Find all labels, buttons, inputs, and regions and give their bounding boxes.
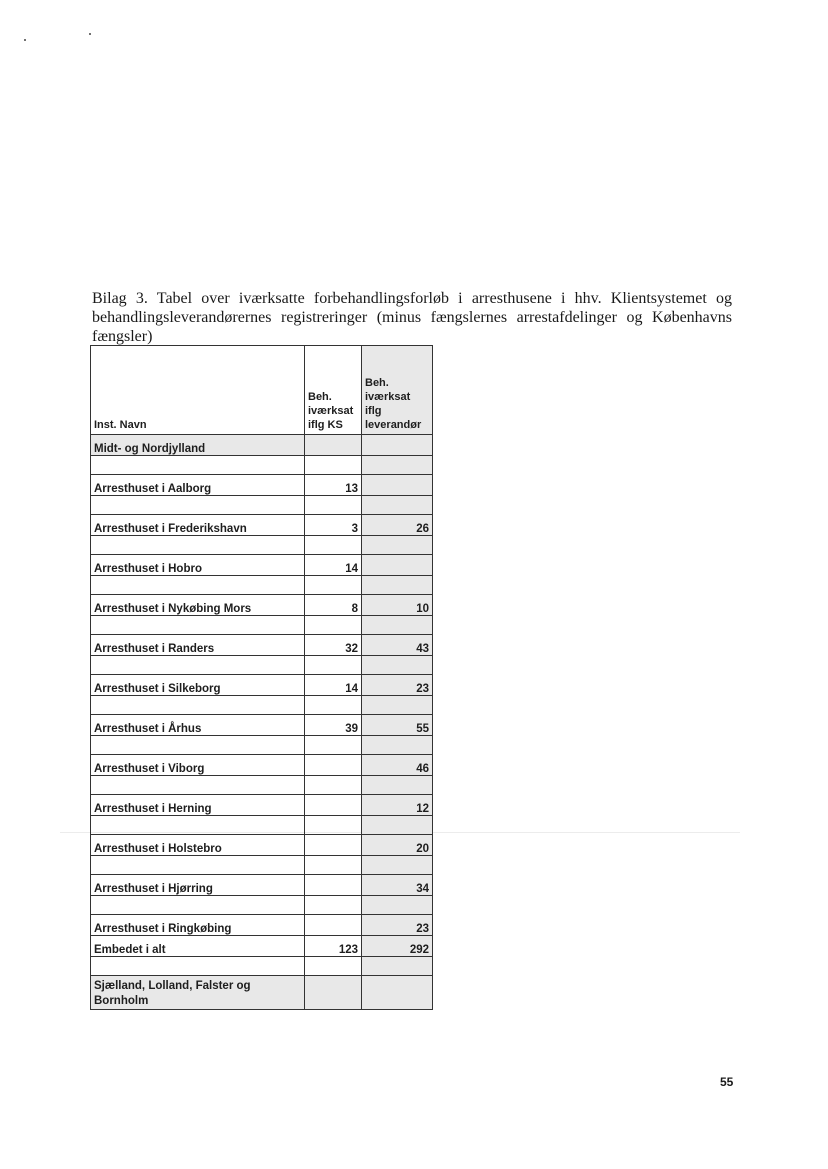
table-row	[91, 715, 433, 736]
value-leverandor	[362, 475, 433, 496]
institution-name: Arresthuset i Holstebro	[91, 835, 305, 856]
spacer-cell	[305, 957, 362, 976]
spacer-cell	[362, 896, 433, 915]
value-ks	[305, 875, 362, 896]
spacer-cell	[305, 616, 362, 635]
spacer-cell	[305, 696, 362, 715]
spacer-cell	[305, 656, 362, 675]
value-leverandor: 20	[362, 835, 433, 856]
spacer-cell	[305, 896, 362, 915]
scan-speck	[89, 33, 91, 35]
spacer-row	[91, 856, 433, 875]
spacer-row	[91, 656, 433, 675]
spacer-cell	[362, 536, 433, 555]
spacer-cell	[91, 856, 305, 875]
spacer-cell	[91, 816, 305, 835]
institution-name: Arresthuset i Silkeborg	[91, 675, 305, 696]
spacer-row	[91, 456, 433, 475]
section-cell	[305, 976, 362, 1010]
spacer-cell	[362, 957, 433, 976]
value-leverandor: 43	[362, 635, 433, 656]
spacer-row	[91, 776, 433, 795]
total-ks: 123	[305, 936, 362, 957]
table-row	[91, 555, 433, 576]
section-row	[91, 435, 433, 456]
page-number: 55	[720, 1075, 734, 1089]
value-leverandor: 23	[362, 675, 433, 696]
value-ks	[305, 835, 362, 856]
table-row	[91, 755, 433, 776]
header-row	[91, 346, 433, 435]
header-ks: Beh. iværksat iflg KS	[305, 346, 362, 435]
table-row	[91, 915, 433, 936]
total-leverandor: 292	[362, 936, 433, 957]
value-leverandor: 55	[362, 715, 433, 736]
spacer-cell	[362, 616, 433, 635]
institution-name: Arresthuset i Hobro	[91, 555, 305, 576]
table-row	[91, 635, 433, 656]
value-leverandor: 12	[362, 795, 433, 816]
spacer-cell	[305, 856, 362, 875]
institution-name: Arresthuset i Frederikshavn	[91, 515, 305, 536]
spacer-cell	[91, 957, 305, 976]
table-row	[91, 875, 433, 896]
section-row	[91, 976, 433, 1010]
scan-speck	[24, 39, 26, 41]
spacer-cell	[362, 776, 433, 795]
spacer-row	[91, 616, 433, 635]
spacer-cell	[91, 616, 305, 635]
spacer-cell	[305, 736, 362, 755]
value-leverandor: 34	[362, 875, 433, 896]
spacer-cell	[91, 576, 305, 595]
spacer-cell	[362, 736, 433, 755]
table-row	[91, 675, 433, 696]
spacer-row	[91, 576, 433, 595]
spacer-cell	[91, 776, 305, 795]
value-leverandor: 23	[362, 915, 433, 936]
spacer-cell	[91, 656, 305, 675]
spacer-cell	[305, 816, 362, 835]
section-label: Sjælland, Lolland, Falster og Bornholm	[91, 976, 305, 1010]
table-row	[91, 595, 433, 616]
section-cell	[362, 976, 433, 1010]
spacer-cell	[362, 576, 433, 595]
institution-name: Arresthuset i Hjørring	[91, 875, 305, 896]
section-label: Midt- og Nordjylland	[91, 435, 305, 456]
spacer-row	[91, 496, 433, 515]
spacer-cell	[305, 536, 362, 555]
value-ks: 8	[305, 595, 362, 616]
value-ks	[305, 795, 362, 816]
spacer-cell	[362, 456, 433, 475]
value-ks: 32	[305, 635, 362, 656]
spacer-cell	[305, 496, 362, 515]
institution-name: Arresthuset i Viborg	[91, 755, 305, 776]
header-leverandor: Beh. iværksat iflg leverandør	[362, 346, 433, 435]
value-ks: 13	[305, 475, 362, 496]
table-row	[91, 835, 433, 856]
spacer-cell	[91, 456, 305, 475]
spacer-cell	[305, 576, 362, 595]
spacer-cell	[305, 776, 362, 795]
spacer-cell	[91, 496, 305, 515]
spacer-cell	[91, 536, 305, 555]
spacer-cell	[91, 896, 305, 915]
institution-name: Arresthuset i Nykøbing Mors	[91, 595, 305, 616]
value-ks: 14	[305, 555, 362, 576]
institution-name: Arresthuset i Århus	[91, 715, 305, 736]
value-ks: 3	[305, 515, 362, 536]
total-row	[91, 936, 433, 957]
spacer-row	[91, 816, 433, 835]
spacer-row	[91, 957, 433, 976]
spacer-row	[91, 536, 433, 555]
spacer-cell	[362, 656, 433, 675]
total-label: Embedet i alt	[91, 936, 305, 957]
value-ks: 14	[305, 675, 362, 696]
table-row	[91, 795, 433, 816]
institution-name: Arresthuset i Herning	[91, 795, 305, 816]
institution-name: Arresthuset i Ringkøbing	[91, 915, 305, 936]
spacer-cell	[91, 696, 305, 715]
spacer-cell	[362, 696, 433, 715]
spacer-cell	[362, 856, 433, 875]
institution-name: Arresthuset i Randers	[91, 635, 305, 656]
value-leverandor: 46	[362, 755, 433, 776]
value-leverandor	[362, 555, 433, 576]
value-leverandor: 10	[362, 595, 433, 616]
spacer-cell	[91, 736, 305, 755]
table-row	[91, 475, 433, 496]
value-ks: 39	[305, 715, 362, 736]
spacer-cell	[305, 456, 362, 475]
spacer-row	[91, 696, 433, 715]
spacer-row	[91, 736, 433, 755]
table-row	[91, 515, 433, 536]
header-inst-name: Inst. Navn	[91, 346, 305, 435]
value-ks	[305, 915, 362, 936]
value-leverandor: 26	[362, 515, 433, 536]
spacer-row	[91, 896, 433, 915]
value-ks	[305, 755, 362, 776]
spacer-cell	[362, 816, 433, 835]
institution-name: Arresthuset i Aalborg	[91, 475, 305, 496]
table-caption: Bilag 3. Tabel over iværksatte forbehandlingsforløb i arresthusene i hhv. Klientsystemet og behandlingsleverandørernes registreringer (minus fængslernes arrestafdelinger og Københavns fængsler)	[92, 290, 732, 345]
spacer-cell	[362, 496, 433, 515]
treatment-table	[90, 345, 433, 1010]
